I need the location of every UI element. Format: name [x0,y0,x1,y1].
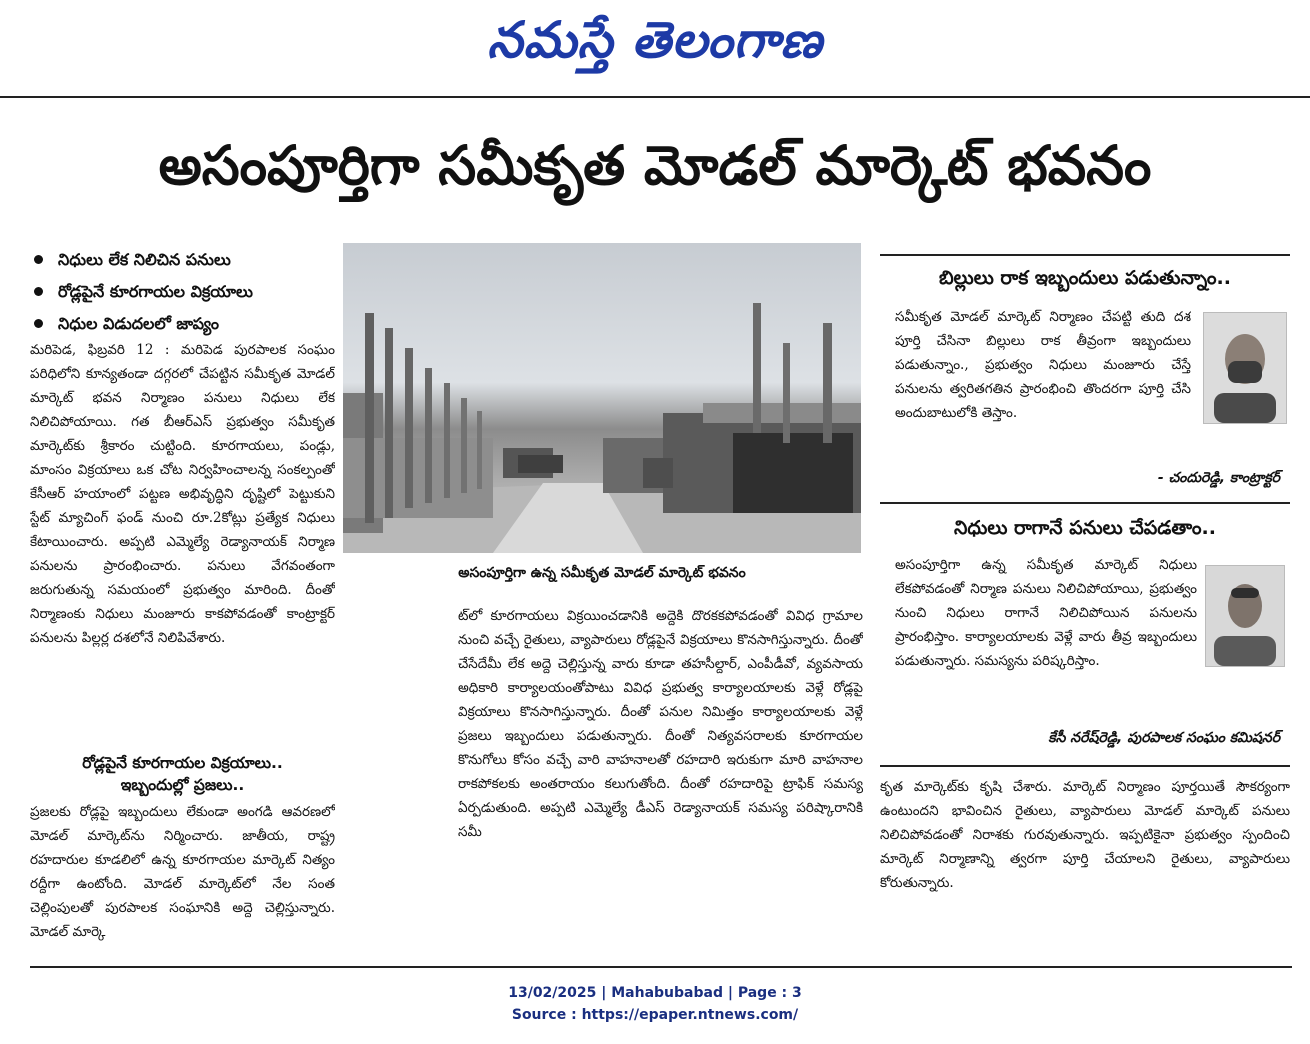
quote-box-top-rule [880,254,1290,256]
bullet-item: రోడ్లపైనే కూరగాయల విక్రయాలు [30,276,335,308]
article-column-3: కృత మార్కెట్‌కు కృషి చేశారు. మార్కెట్ నిర్మాణం పూర్తయితే సౌకర్యంగా ఉంటుందని భావించిన రైతులు, వ్యాపారులు మోడల్ మార్కెట్ పనులు నిలిచిపోవడంతో నిరాశకు గురవుతున్నారు. ఇప్పటికైనా ప్రభుత్వం స్పందించి మార్కెట్ నిర్మాణాన్ని త్వరగా పూర్తి చేయాలని రైతులు, వ్యాపారులు కోరుతున్నారు. [880,779,1290,891]
quote-attribution-commissioner: కేసీ నరేష్‌రెడ్డి, పురపాలక సంఘం కమిషనర్ [1048,730,1280,746]
masthead-divider [0,96,1310,98]
quote-title-commissioner: నిధులు రాగానే పనులు చేపడతాం.. [954,517,1216,539]
footer-source-link[interactable]: Source : https://epaper.ntnews.com/ [511,1007,799,1023]
footer-edition-info: 13/02/2025 | Mahabubabad | Page : 3 [508,985,802,1001]
market-building-photo [343,243,861,553]
construction-site-illustration [343,243,861,553]
subheading-line-1: రోడ్లపైనే కూరగాయల విక్రయాలు.. [82,754,283,772]
quote-attribution-contractor: - చందురెడ్డి, కాంట్రాక్టర్ [1157,470,1280,486]
quote-text-contractor: సమీకృత మోడల్ మార్కెట్ నిర్మాణం చేపట్టి తుది దశ పూర్తి చేసినా బిల్లులు రాక తీవ్రంగా ఇబ్బందులు పడుతున్నాం., ప్రభుత్వం నిధులు మంజూరు చేస్తే పనులను త్వరితగతిన ప్రారంభించి తొందరగా పూర్తి చేసి అందుబాటులోకి తెస్తాం. [895,309,1191,421]
article-headline: అసంపూర్తిగా సమీకృత మోడల్ మార్కెట్ భవనం [158,134,1152,197]
quote-text-commissioner: అసంపూర్తిగా ఉన్న సమీకృత మార్కెట్ నిధులు లేకపోవడంతో నిర్మాణ పనులు నిలిచిపోయాయి, ప్రభుత్వం నుంచి నిధులు రాగానే నిలిచిపోయిన పనులను ప్రారంభిస్తాం. కార్యాలయాలకు వెళ్లే వారు తీవ్ర ఇబ్బందులు పడుతున్నారు. సమస్యను పరిష్కరిస్తాం. [895,557,1197,669]
quote-title-contractor: బిల్లులు రాక ఇబ్బందులు పడుతున్నాం.. [939,267,1231,289]
photo-caption: అసంపూర్తిగా ఉన్న సమీకృత మోడల్ మార్కెట్ భవనం [458,565,746,581]
contractor-portrait [1203,312,1287,424]
quote-box-bottom-rule [880,765,1290,767]
subheading-line-2: ఇబ్బందుల్లో ప్రజలు.. [120,776,245,794]
bullet-item: నిధులు లేక నిలిచిన పనులు [30,244,335,276]
article-column-1-continued: ప్రజలకు రోడ్లపై ఇబ్బందులు లేకుండా అంగడి ఆవరణలో మోడల్ మార్కెట్‌ను నిర్మించారు. జాతీయ, రాష్ట్ర రహదారుల కూడలిలో ఉన్న కూరగాయల మార్కెట్ నిత్యం రద్దీగా ఉంటోంది. మోడల్ మార్కెట్‌లో నేల సంత చెల్లింపులతో పురపాలక సంఘానికి అద్దె చెల్లిస్తున్నారు. మోడల్ మార్కె [30,804,335,940]
person-photo-icon [1204,313,1286,423]
commissioner-portrait [1205,565,1285,667]
bullet-item: నిధుల విడుదలలో జాప్యం [30,308,335,340]
footer-divider [30,966,1292,968]
article-column-1: మరిపెడ, ఫిబ్రవరి 12 : మరిపెడ పురపాలక సంఘం పరిధిలోని కూన్యతండా దగ్గరలో చేపట్టిన సమీకృత మోడల్ మార్కెట్ భవన నిర్మాణం పనులు నిధులు లేక నిలిచిపోయాయి. గత బీఆర్ఎస్ ప్రభుత్వం సమీకృత మార్కెట్‌కు శ్రీకారం చుట్టింది. కూరగాయలు, పండ్లు, మాంసం విక్రయాలు ఒక చోట నిర్వహించాలన్న సంకల్పంతో కేసీఆర్ హయాంలో పట్టణ అభివృద్ధిని దృష్టిలో పెట్టుకుని స్టేట్ మ్యాచింగ్ ఫండ్ నుంచి రూ.2కోట్లు ప్రత్యేక నిధులు కేటాయించారు. అప్పటి ఎమ్మెల్యే రెడ్యానాయక్ నిర్మాణ పనులను ప్రారంభించారు. పనులు వేగవంతంగా జరుగుతున్న సమయంలో ప్రభుత్వం మారింది. దీంతో నిర్మాణంకు నిధులు మంజూరు కాకపోవడంతో కాంట్రాక్టర్ పనులను పిల్లర్ల దశలోనే నిలిపివేశారు. [30,342,335,646]
person-photo-icon [1206,566,1284,666]
quote-box-divider [880,502,1290,504]
article-column-2: ట్‌లో కూరగాయలు విక్రయించడానికి అద్దెకి దొరకకపోవడంతో వివిధ గ్రామాల నుంచి వచ్చే రైతులు, వ్యాపారులు రోడ్లపైనే విక్రయాలు కొనసాగిస్తున్నారు. దీంతో చేసేదేమీ లేక అద్దె చెల్లిస్తున్న వారు కూడా తహసీల్దార్, ఎంపీడీవో, వ్యవసాయ అధికారి కార్యాలయంతోపాటు వివిధ ప్రభుత్వ కార్యాలయాలకు వెళ్లే రోడ్లపై విక్రయాలు కొనసాగిస్తున్నారు. దీంతో పనుల నిమిత్తం కార్యాలయాలకు వెళ్లే ప్రజలు ఇబ్బందులు పడుతున్నారు. దీంతో నిత్యవసరాలకు కూరగాయల కొనుగోలు కోసం వచ్చే వారి వాహనాలతో రహదారి ఇరుకుగా మారి వాహనాల రాకపోకలకు అంతరాయం కలుగుతోంది. దీంతో రహదారిపై ట్రాఫిక్ సమస్య ఏర్పడుతుంది. అప్పటి ఎమ్మెల్యే డీఎస్ రెడ్యానాయక్ సమస్య పరిష్కారానికి సమీ [458,608,863,840]
highlight-bullets [30,244,335,340]
masthead-logo: నమస్తే తెలంగాణ [487,10,823,69]
